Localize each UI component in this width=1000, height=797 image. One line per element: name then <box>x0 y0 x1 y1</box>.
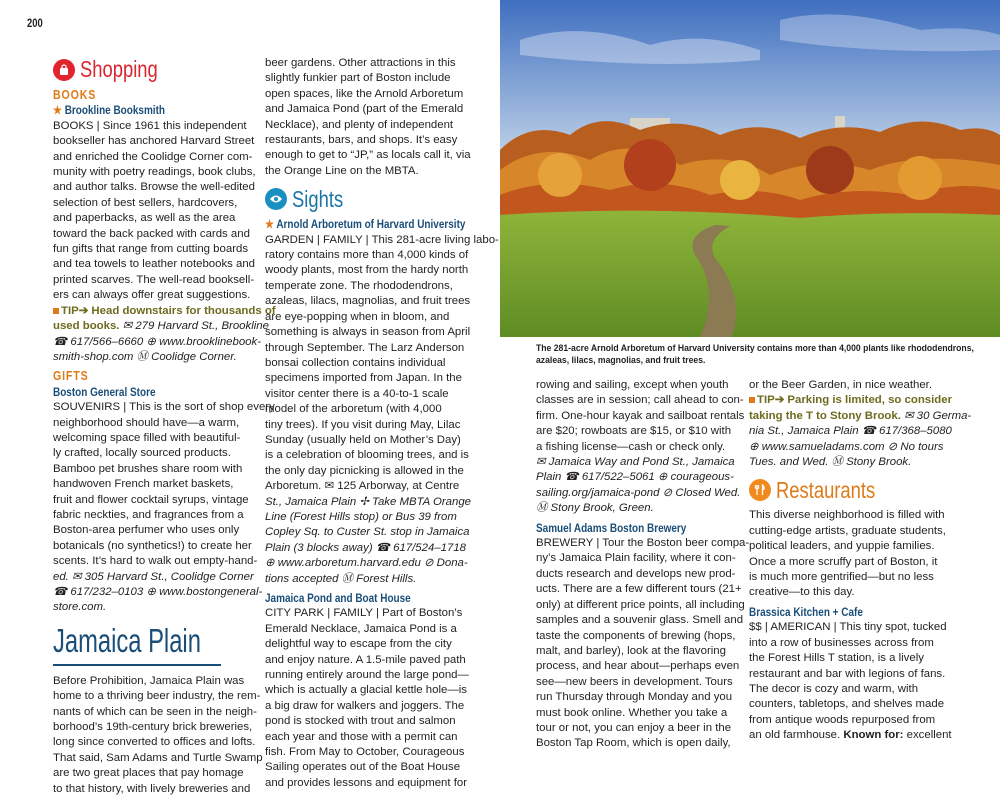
listing-name: Boston General Store <box>53 385 156 399</box>
restaurants-intro: This diverse neighborhood is filled with cutting-edge artists, graduate students, political leaders, and yuppie families. Once a more scruffy part of Boston, it is much more gentrified—but no less creative—to this day. <box>749 509 946 599</box>
restaurants-title: Restaurants <box>776 476 876 503</box>
listing-body: $$ | AMERICAN | This tiny spot, tucked into a row of businesses across from the Forest Hills T station, is a lively restaurant and bar with legions of fans. The decor is cozy and warm, with counters, tabletops, and shelves made from antique woods repurposed from an old farmhouse. Known for: excellent <box>749 621 952 742</box>
page-number: 200 <box>27 18 43 30</box>
column-4: or the Beer Garden, in nice weather. TIP➔ Parking is limited, so consider taking the T to Stony Brook. ✉ 30 Germa- nia St., Jamaica Plain ☎ 617/368–5080 ⊕ www.samueladams.com ⊘ No tours Tues. and Wed. Ⓜ Stony Brook. Restaurants This diverse neighborhood is filled with cutting-edge artists, graduate students, political leaders, and yuppie families. Once a more scruffy part of Boston, it is much more gentrified—but no less creative—to this day. Brassica Kitchen + Cafe $$ | AMERICAN | This tiny spot, tucked into a row of businesses across from the Forest Hills T station, is a lively restaurant and bar with legions of fans. The decor is cozy and warm, with counters, tabletops, and shelves made from antique woods repurposed from an old farmhouse. Known for: excellent <box>749 378 964 744</box>
restaurants-heading <box>749 474 964 506</box>
arboretum-photo <box>500 0 1000 337</box>
column-2 <box>265 56 499 791</box>
column-1 <box>53 54 276 797</box>
listing-body: SOUVENIRS | This is the sort of shop every neighborhood should have—a warm, welcoming space filled with beautiful- ly crafted, locally sourced products. Bamboo pet brushes share room with handwoven French market baskets, fruit and flower cocktail syrups, vintage fabric neckties, and fragrances from a Boston-area perfumer who uses only botanicals (no synthetics!) to create her scents. It’s hard to walk out empty-hand- ed. ✉ 305 Harvard St., Coolidge Corner ☎ 617/232–0103 ⊕ www.bostongeneral- store.com. <box>53 401 275 614</box>
listing-body: BREWERY | Tour the Boston beer compa- ny’s Jamaica Plain facility, where it con- ducts research and develops new prod- ucts. There are a few different tours (21+ only) at different price points, all including samples and a souvenir glass. Smell and taste the components of brewing (hops, malt, and barley), look at the flavoring process, and hear about—perhaps even see—new beers in development. Tours run Thursday through Monday and you must book online. Whether you take a tour or not, you can enjoy a beer in the Boston Tap Room, which is open daily, <box>536 537 750 750</box>
left-page <box>0 0 500 795</box>
listing-name: ★ Brookline Booksmith <box>53 104 166 118</box>
column-3 <box>536 378 750 752</box>
fork-knife-icon <box>749 479 771 501</box>
star-icon: ★ <box>265 218 277 232</box>
sights-heading <box>265 183 470 215</box>
listing-name: ★ Arnold Arboretum of Harvard University <box>265 218 466 232</box>
right-page <box>500 0 1000 771</box>
listing-body: CITY PARK | FAMILY | Part of Boston’s Emerald Necklace, Jamaica Pond is a delightful way to escape from the city and enjoy nature. A 1.5-mile paved path running entirely around the large pond— which is actually a glacial kettle hole—is a big draw for walkers and joggers. The pond is stocked with trout and salmon each year and those with a permit can fish. From May to October, Courageous Sailing operates out of the Boat House and provides lessons and equipment for <box>265 607 469 789</box>
listing-body: GARDEN | FAMILY | This 281-acre living labo- ratory contains more than 4,000 kinds of woody plants, most from the hardy north temperate zone. The rhododendrons, azaleas, lilacs, magnolias, and fruit trees are eye-popping when in bloom, and something is always in season from April through September. The Larz Anderson bonsai collection contains individual specimens imported from Japan. In the visitor center there is a 40-to-1 scale model of the arboretum (with 4,000 tiny trees). If you visit during May, Lilac Sunday (usually held on Mother’s Day) is a celebration of blooming trees, and is the only day picnicking is allowed in the Arboretum. ✉ 125 Arborway, at Centre St., Jamaica Plain ✢ Take MBTA Orange Line (Forest Hills stop) or Bus 39 from Copley Sq. to Custer St. stop in Jamaica Plain (3 blocks away) ☎ 617/524–1718 ⊕ www.arboretum.harvard.edu ⊘ Dona- tions accepted Ⓜ Forest Hills. <box>265 233 499 585</box>
books-category: BOOKS <box>53 88 97 102</box>
jamaica-plain-title: Jamaica Plain <box>53 621 201 659</box>
star-icon: ★ <box>53 104 65 118</box>
title-rule <box>53 664 221 666</box>
listing-body: rowing and sailing, except when youth classes are in session; call ahead to con- firm. One-hour kayak and sailboat rentals are $20; rowboats are $15, or $10 with a fishing license—cash or check only. ✉ Jamaica Way and Pond St., Jamaica Plain ☎ 617/522–5061 ⊕ courageous- sailing.org/jamaica-pond ⊘ Closed Wed. Ⓜ Stony Brook, Green. <box>536 379 745 515</box>
intro-continued: beer gardens. Other attractions in this slightly funkier part of Boston include open spaces, like the Arnold Arboretum and Jamaica Pond (part of the Emerald Necklace), and plenty of independent restaurants, bars, and shops. It’s easy enough to get to “JP,” as locals call it, via the Orange Line on the MBTA. <box>265 57 471 177</box>
sights-title: Sights <box>292 185 344 212</box>
listing-name: Samuel Adams Boston Brewery <box>536 521 687 535</box>
shopping-heading <box>53 54 253 86</box>
gifts-category: GIFTS <box>53 369 89 384</box>
shopping-title: Shopping <box>80 56 158 83</box>
photo-caption: The 281-acre Arnold Arboretum of Harvard University contains more than 4,000 plants like rhododendrons, azaleas, lilacs, magnolias, and fruit trees. <box>536 343 974 367</box>
listing-name: Jamaica Pond and Boat House <box>265 592 411 605</box>
tip-text: TIP➔ Parking is limited, so consider <box>749 393 964 408</box>
intro-body: Before Prohibition, Jamaica Plain was home to a thriving beer industry, the rem- nants of which can be seen in the neigh- borhood’s 19th-century brick breweries, long since converted to offices and lofts. That said, Sam Adams and Turtle Swamp are two great places that pay homage to that history, with lively breweries and <box>53 674 263 795</box>
listing-name: Brassica Kitchen + Cafe <box>749 605 863 619</box>
shopping-bag-icon <box>53 59 75 81</box>
tip-text: TIP➔ Head downstairs for thousands of <box>53 304 253 319</box>
eye-icon <box>265 188 287 210</box>
listing-body: BOOKS | Since 1961 this independent bookseller has anchored Harvard Street and enriched the Coolidge Corner com- munity with poetry readings, book clubs, and author talks. Browse the well-edited selection of best sellers, hardcovers, and paperbacks, as well as the area toward the back packed with cards and fun gifts that range from cutting boards and tea towels to leather notebooks and printed scarves. The well-read booksell- ers can always offer great suggestions. TIP➔ Head downstairs for thousands of used books. ✉ 279 Harvard St., Brookline ☎ 617/566–6660 ⊕ www.brooklinebook- smith-shop.com Ⓜ Coolidge Corner. <box>53 119 276 363</box>
